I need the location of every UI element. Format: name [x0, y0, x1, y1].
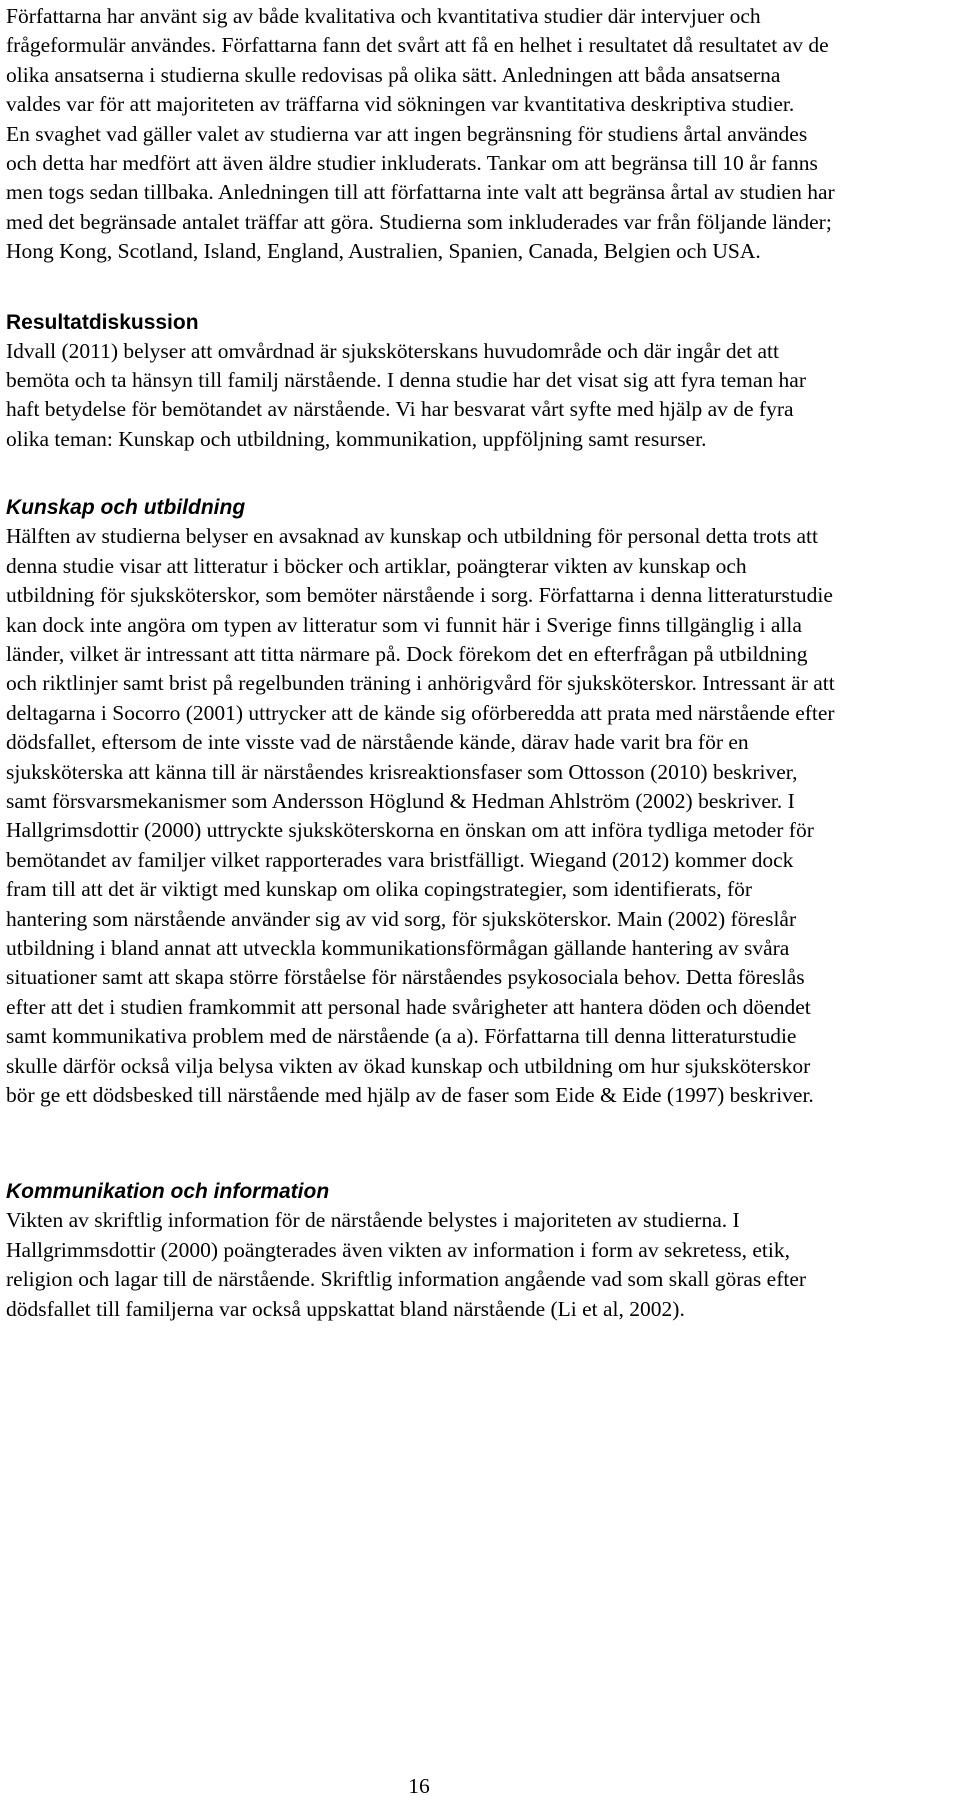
intro-paragraph-2: En svaghet vad gäller valet av studierna var att ingen begränsning för studiens årtal användes och detta har medfört att även äldre studier inkluderats. Tankar om att begränsa till 10 år fanns men togs sedan tillbaka. Anledningen till att författarna inte valt att begränsa årtal av studien har med det begränsade antalet träffar att göra. Studierna som inkluderades var från följande länder; Hong Kong, Scotland, Island, England, Australien, Spanien, Canada, Belgien och USA. — [6, 121, 835, 264]
document-page — [6, 0, 838, 1324]
resultatdiskussion-paragraph: Idvall (2011) belyser att omvårdnad är sjuksköterskans huvudområde och där ingår det att bemöta och ta hänsyn till familj närstående. I denna studie har det visat sig att fyra teman har haft betydelse för bemötandet av närstående. Vi har besvarat vårt syfte med hjälp av de fyra olika teman: Kunskap och utbildning, kommunikation, uppföljning samt resurser. — [6, 338, 807, 451]
heading-kommunikation-och-information: Kommunikation och information — [6, 1180, 330, 1204]
page-number: 16 — [408, 1774, 430, 1798]
heading-resultatdiskussion: Resultatdiskussion — [6, 310, 199, 334]
heading-kunskap-och-utbildning: Kunskap och utbildning — [6, 496, 246, 520]
kommunikation-paragraph: Vikten av skriftlig information för de närstående belystes i majoriteten av studierna. I Hallgrimmsdottir (2000) poängterades även vikten av information i form av sekretess, etik, religion och lagar till de närstående. Skriftlig information angående vad som skall göras efter dödsfallet till familjerna var också uppskattat bland närstående (Li et al, 2002). — [6, 1208, 807, 1321]
kunskap-paragraph: Hälften av studierna belyser en avsaknad av kunskap och utbildning för personal detta trots att denna studie visar att litteratur i böcker och artiklar, poängterar vikten av kunskap och utbildning för sjuksköterskor, som bemöter närstående i sorg. Författarna i denna litteraturstudie kan dock inte angöra om typen av litteratur som vi funnit här i Sverige finns tillgänglig i alla länder, vilket är intressant att titta närmare på. Dock förekom det en efterfrågan på utbildning och riktlinjer samt brist på regelbunden träning i anhörigvård för sjuksköterskor. Intressant är att deltagarna i Socorro (2001) uttrycker att de kände sig oförberedda att prata med närstående efter dödsfallet, eftersom de inte visste vad de närstående kände, därav hade varit bra för en sjuksköterska att känna till är närståendes krisreaktionsfaser som Ottosson (2010) beskriver, samt försvarsmekanismer som Andersson Höglund & Hedman Ahlström (2002) beskriver. I Hallgrimsdottir (2000) uttryckte sjuksköterskorna en önskan om att införa tydliga metoder för bemötandet av familjer vilket rapporterades vara bristfälligt. Wiegand (2012) kommer dock fram till att det är viktigt med kunskap om olika copingstrategier, som identifierats, för hantering som närstående använder sig av vid sorg, för sjuksköterskor. Main (2002) föreslår utbildning i bland annat att utveckla kommunikationsförmågan gällande hantering av svåra situationer samt att skapa större förståelse för närståendes psykosociala behov. Detta föreslås efter att det i studien framkommit att personal hade svårigheter att hantera döden och döendet samt kommunikativa problem med de närstående (a a). Författarna till denna litteraturstudie skulle därför också vilja belysa vikten av ökad kunskap och utbildning om hur sjuksköterskor bör ge ett dödsbesked till närstående med hjälp av de faser som Eide & Eide (1997) beskriver. — [6, 524, 835, 1107]
intro-paragraph-1: Författarna har använt sig av både kvalitativa och kvantitativa studier där intervjuer och frågeformulär användes. Författarna fann det svårt att få en helhet i resultatet då resultatet av de olika ansatserna i studierna skulle redovisas på olika sätt. Anledningen att båda ansatserna valdes var för att majoriteten av träffarna vid sökningen var kvantitativa deskriptiva studier. — [6, 4, 829, 117]
